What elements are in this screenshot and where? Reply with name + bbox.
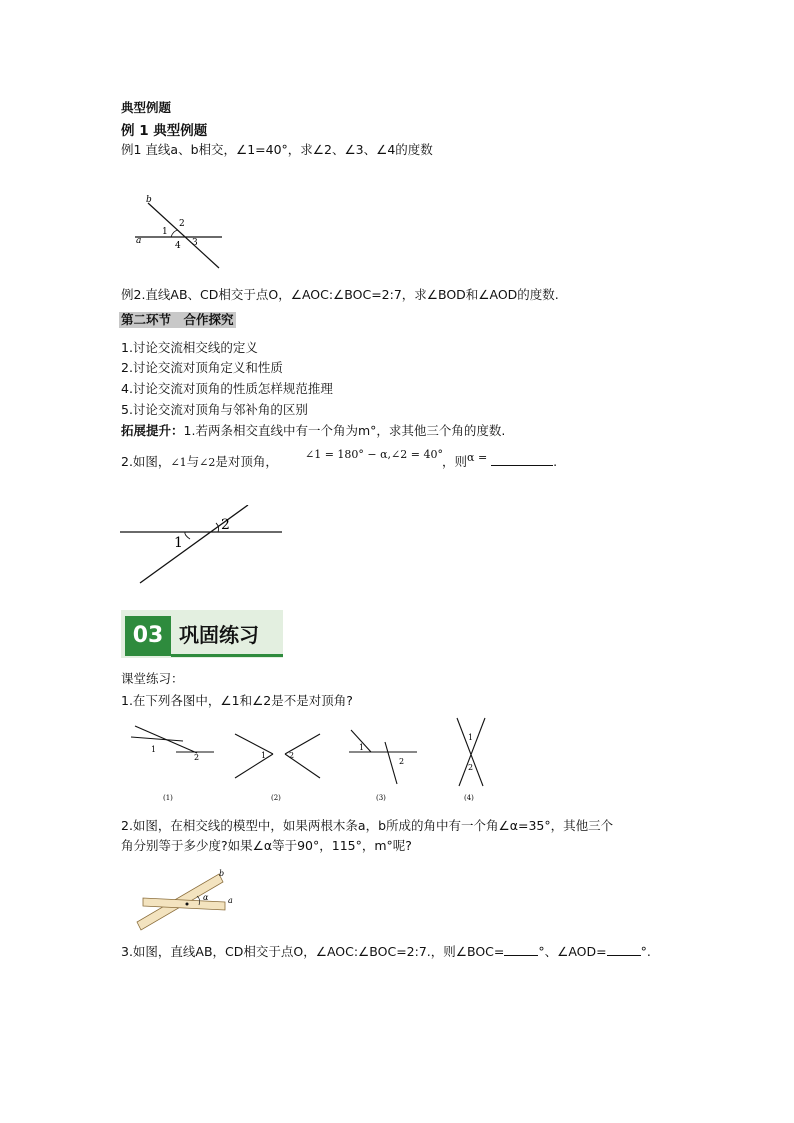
- example-subheading: 例 1 典型例题: [121, 123, 208, 139]
- svg-text:1: 1: [468, 733, 474, 742]
- svg-text:2: 2: [289, 751, 295, 760]
- label-angle-4: 4: [175, 241, 181, 251]
- list-item: 5.讨论交流对顶角与邻补角的区别: [121, 402, 308, 417]
- q3-text-a: 3.如图，直线AB，CD相交于点O，∠AOC:∠BOC=2:7.，则∠BOC=: [121, 944, 505, 959]
- svg-text:2: 2: [194, 753, 200, 762]
- q2-text-a: 2.如图，: [121, 454, 171, 469]
- list-item: 4.讨论交流对顶角的性质怎样规范推理: [121, 381, 333, 396]
- svg-text:2: 2: [399, 757, 405, 766]
- figure-3: [349, 730, 417, 802]
- label-a: a: [228, 896, 233, 905]
- q2-formula: ∠1 = 180° − α,∠2 = 40°: [305, 448, 443, 461]
- banner-underline: [171, 654, 283, 657]
- label-angle-1: 1: [174, 535, 183, 551]
- figure-wooden-sticks: [135, 866, 245, 936]
- section-2-title: 第二环节 合作探究: [121, 312, 234, 327]
- stick-a: [143, 898, 225, 910]
- extension-text: 1.若两条相交直线中有一个角为m°，求其他三个角的度数.: [183, 423, 506, 438]
- label-angle-1: 1: [162, 227, 168, 237]
- svg-text:1: 1: [359, 743, 365, 752]
- line-b: [148, 203, 219, 268]
- label-b: b: [219, 869, 225, 878]
- caption-4: (4): [464, 794, 474, 802]
- label-angle-2: 2: [221, 517, 230, 533]
- q3-text-b: °、∠AOD=: [538, 944, 607, 959]
- class-practice-label: 课堂练习：: [121, 671, 184, 686]
- answer-blank-aod[interactable]: [607, 955, 641, 956]
- svg-text:1: 1: [261, 751, 267, 760]
- caption-1: (1): [163, 794, 173, 802]
- angle-arc: [171, 230, 178, 237]
- figure-2: [235, 734, 320, 802]
- answer-blank[interactable]: [491, 465, 553, 466]
- practice-question-2-line-1: 2.如图，在相交线的模型中，如果两根木条a，b所成的角中有一个角∠α=35°，其他三个: [121, 818, 614, 833]
- q2-text-b: 与: [186, 454, 200, 469]
- example-2-text: 例2.直线AB、CD相交于点O，∠AOC:∠BOC=2:7，求∠BOD和∠AOD的度数.: [121, 287, 559, 302]
- label-alpha: α: [203, 893, 209, 902]
- svg-text:1: 1: [151, 745, 157, 754]
- example-1-text: 例1 直线a、b相交，∠1=40°，求∠2、∠3、∠4的度数: [121, 142, 433, 157]
- q2-tail: [442, 451, 558, 471]
- list-item: 2.讨论交流对顶角定义和性质: [121, 360, 283, 375]
- figure-four-angle-pairs: [121, 714, 491, 806]
- list-item: 1.讨论交流相交线的定义: [121, 340, 258, 355]
- figure-1: [131, 726, 214, 802]
- caption-2: (2): [271, 794, 281, 802]
- figure-4: [457, 718, 485, 802]
- angle-2-symbol: ∠2: [199, 456, 216, 469]
- practice-question-3: [121, 944, 651, 960]
- q2-end: .: [553, 454, 558, 469]
- alpha-symbol: α =: [467, 451, 488, 464]
- label-b: b: [146, 195, 152, 205]
- label-a: a: [136, 236, 142, 246]
- section-heading: 典型例题: [121, 100, 172, 115]
- practice-question-2-line-2: 角分别等于多少度?如果∠α等于90°，115°，m°呢?: [121, 838, 412, 853]
- svg-text:2: 2: [468, 763, 474, 772]
- practice-question-1: 1.在下列各图中，∠1和∠2是不是对顶角?: [121, 693, 353, 708]
- q2-text-d: ，则: [442, 454, 468, 469]
- extension-label: 拓展提升：: [121, 423, 184, 438]
- label-angle-2: 2: [179, 219, 185, 229]
- pivot-nail: [186, 903, 189, 906]
- figure-vertical-angles: [118, 505, 288, 587]
- q2-text-c: 是对顶角，: [215, 454, 278, 469]
- slanted-line: [140, 505, 248, 583]
- extension-question-1: [121, 423, 505, 439]
- label-angle-3: 3: [192, 238, 198, 248]
- extension-question-2: [121, 454, 278, 471]
- caption-3: (3): [376, 794, 386, 802]
- banner-title: 巩固练习: [179, 623, 259, 647]
- q3-text-c: °.: [640, 944, 651, 959]
- section-banner: [121, 610, 283, 658]
- angle-1-symbol: ∠1: [170, 456, 187, 469]
- banner-number: 03: [125, 616, 171, 656]
- figure-intersecting-lines-ab: [121, 188, 241, 273]
- angle-1-arc: [185, 532, 190, 539]
- answer-blank-boc[interactable]: [504, 955, 538, 956]
